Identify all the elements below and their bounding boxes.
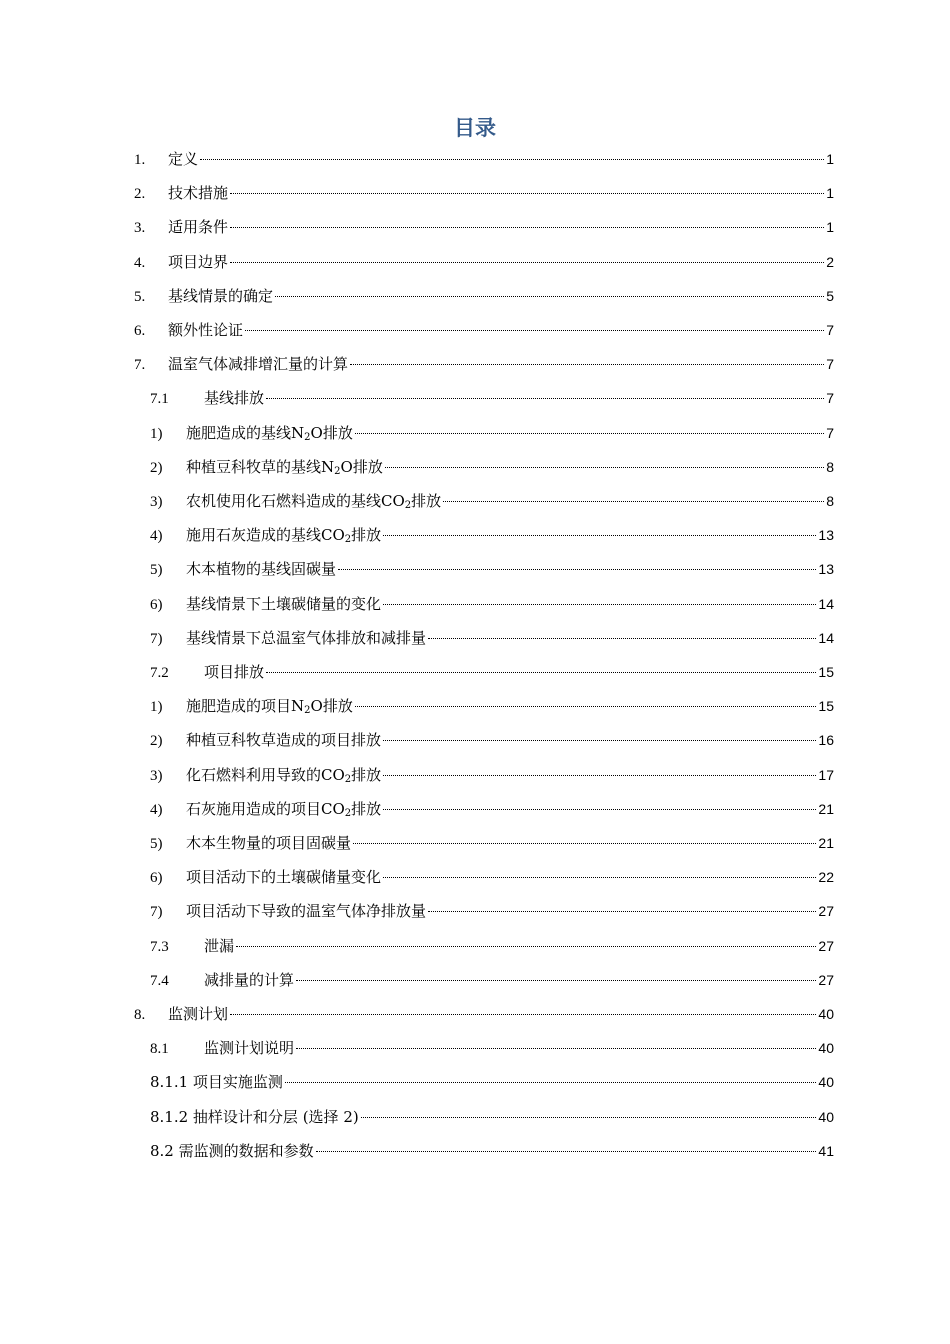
toc-entry-label: 项目活动下导致的温室气体净排放量 bbox=[186, 902, 427, 921]
toc-entry[interactable] bbox=[150, 1139, 834, 1163]
toc-page-number: 7 bbox=[826, 390, 834, 407]
toc-dot-leader bbox=[428, 638, 816, 639]
toc-entry[interactable] bbox=[150, 557, 834, 581]
toc-entry-label: 8.1.1 项目实施监测 bbox=[150, 1073, 283, 1092]
toc-dot-leader bbox=[296, 980, 816, 981]
toc-dot-leader bbox=[266, 398, 824, 399]
toc-page-number: 41 bbox=[818, 1142, 834, 1159]
toc-entry-number: 5) bbox=[150, 836, 163, 852]
toc-entry[interactable] bbox=[150, 763, 834, 787]
toc-entry-number: 7.1 bbox=[150, 391, 169, 408]
toc-page-number: 13 bbox=[818, 561, 834, 578]
toc-page-number: 14 bbox=[818, 629, 834, 646]
toc-dot-leader bbox=[383, 809, 816, 810]
toc-dot-leader bbox=[200, 159, 824, 160]
toc-dot-leader bbox=[230, 227, 824, 228]
toc-dot-leader bbox=[383, 535, 816, 536]
toc-dot-leader bbox=[285, 1082, 816, 1083]
toc-entry[interactable] bbox=[134, 1002, 834, 1026]
toc-dot-leader bbox=[230, 193, 824, 194]
toc-dot-leader bbox=[296, 1048, 816, 1049]
toc-entry[interactable] bbox=[134, 284, 834, 308]
toc-entry-number: 1. bbox=[134, 152, 146, 168]
toc-entry-number: 6) bbox=[150, 870, 163, 887]
toc-page-number: 40 bbox=[818, 1074, 834, 1091]
toc-dot-leader bbox=[316, 1151, 817, 1152]
toc-entry-label: 基线排放 bbox=[204, 389, 265, 408]
toc-entry-number: 3) bbox=[150, 767, 163, 784]
toc-entry[interactable] bbox=[150, 1105, 834, 1129]
toc-entry-number: 3. bbox=[134, 220, 146, 237]
page-title: 目录 bbox=[454, 116, 496, 140]
toc-entry-number: 5. bbox=[134, 288, 146, 305]
toc-page-number: 17 bbox=[818, 766, 834, 783]
toc-dot-leader bbox=[385, 467, 824, 468]
toc-dot-leader bbox=[355, 433, 824, 434]
toc-entry-number: 6) bbox=[150, 596, 163, 613]
toc-entry[interactable] bbox=[134, 215, 834, 239]
toc-page-number: 16 bbox=[818, 732, 834, 749]
toc-entry[interactable] bbox=[150, 934, 834, 958]
toc-entry-number: 1) bbox=[150, 699, 163, 716]
toc-entry-number: 4) bbox=[150, 528, 163, 545]
toc-entry-label: 定义 bbox=[168, 150, 199, 168]
toc-dot-leader bbox=[230, 262, 824, 263]
toc-page-number: 40 bbox=[818, 1108, 834, 1125]
toc-dot-leader bbox=[230, 1014, 816, 1015]
toc-entry-label: 适用条件 bbox=[168, 218, 229, 237]
toc-entry[interactable] bbox=[150, 592, 834, 616]
toc-entry-label: 木本植物的基线固碳量 bbox=[186, 560, 337, 579]
toc-dot-leader bbox=[350, 364, 824, 365]
toc-dot-leader bbox=[266, 672, 816, 673]
toc-dot-leader bbox=[383, 775, 816, 776]
toc-entry-label: 项目排放 bbox=[204, 663, 265, 681]
toc-page-number: 15 bbox=[818, 664, 834, 680]
toc-entry[interactable] bbox=[150, 865, 834, 889]
toc-dot-leader bbox=[428, 911, 816, 912]
toc-entry[interactable] bbox=[150, 1036, 834, 1060]
toc-page-number: 14 bbox=[818, 595, 834, 612]
toc-entry-number: 2) bbox=[150, 733, 163, 750]
toc-page-number: 27 bbox=[818, 937, 834, 954]
toc-dot-leader bbox=[361, 1117, 817, 1118]
toc-page-number: 15 bbox=[818, 698, 834, 715]
toc-page-number: 40 bbox=[818, 1006, 834, 1022]
toc-entry[interactable] bbox=[150, 626, 834, 650]
toc-entry[interactable] bbox=[134, 318, 834, 342]
toc-entry-label: 施肥造成的基线$N_2O$排放 bbox=[186, 423, 353, 443]
toc-entry[interactable] bbox=[150, 421, 834, 445]
toc-entry-number: 7) bbox=[150, 630, 163, 647]
toc-entry[interactable] bbox=[134, 250, 834, 274]
toc-page-number: 27 bbox=[818, 903, 834, 920]
toc-page-number: 8 bbox=[826, 493, 834, 509]
toc-entry-label: 8.2 需监测的数据和参数 bbox=[150, 1141, 314, 1160]
toc-entry[interactable] bbox=[150, 968, 834, 992]
toc-entry[interactable] bbox=[134, 181, 834, 205]
toc-dot-leader bbox=[275, 296, 824, 297]
toc-dot-leader bbox=[443, 501, 824, 502]
toc-entry-label: 施用石灰造成的基线$CO_2$排放 bbox=[186, 526, 382, 546]
toc-entry-label: 8.1.2 抽样设计和分层 (选择 2) bbox=[150, 1107, 359, 1126]
toc-page-number: 13 bbox=[818, 527, 834, 544]
toc-entry-number: 4. bbox=[134, 254, 146, 271]
toc-entry-number: 5) bbox=[150, 562, 163, 579]
toc-entry-label: 项目活动下的土壤碳储量变化 bbox=[186, 868, 382, 887]
toc-entry-number: 7. bbox=[134, 357, 146, 374]
toc-entry-number: 3) bbox=[150, 494, 163, 510]
toc-entry-number: 7) bbox=[150, 904, 163, 921]
toc-page-number: 1 bbox=[826, 151, 834, 167]
toc-entry[interactable] bbox=[150, 660, 834, 684]
toc-page-number: 21 bbox=[818, 835, 834, 851]
toc-entry-number: 8.1 bbox=[150, 1041, 169, 1058]
toc-entry[interactable] bbox=[150, 489, 834, 513]
toc-entry-number: 7.4 bbox=[150, 972, 169, 989]
toc-page-number: 5 bbox=[826, 287, 834, 304]
toc-entry-label: 种植豆科牧草的基线$N_2O$排放 bbox=[186, 457, 383, 477]
toc-page-number: 7 bbox=[826, 356, 834, 373]
toc-entry[interactable] bbox=[150, 455, 834, 479]
toc-dot-leader bbox=[383, 740, 816, 741]
toc-entry-number: 8. bbox=[134, 1007, 146, 1023]
toc-page-number: 1 bbox=[826, 185, 834, 202]
toc-dot-leader bbox=[383, 604, 816, 605]
toc-entry-label: 农机使用化石燃料造成的基线$CO_2$排放 bbox=[186, 492, 442, 511]
toc-dot-leader bbox=[353, 843, 816, 844]
toc-entry[interactable] bbox=[150, 728, 834, 752]
toc-entry-label: 泄漏 bbox=[204, 936, 235, 955]
toc-entry-label: 木本生物量的项目固碳量 bbox=[186, 834, 352, 852]
toc-entry-label: 基线情景的确定 bbox=[168, 286, 274, 305]
toc-dot-leader bbox=[355, 706, 817, 707]
toc-page-number: 22 bbox=[818, 869, 834, 886]
toc-entry[interactable] bbox=[150, 831, 834, 855]
toc-page-number: 7 bbox=[826, 424, 834, 441]
toc-entry-number: 4) bbox=[150, 801, 163, 818]
toc-page-number: 40 bbox=[818, 1040, 834, 1057]
toc-page-number: 27 bbox=[818, 971, 834, 988]
toc-entry-label: 监测计划 bbox=[168, 1005, 229, 1023]
toc-entry-label: 化石燃料利用导致的$CO_2$排放 bbox=[186, 765, 382, 785]
toc-entry[interactable] bbox=[134, 352, 834, 376]
toc-entry-number: 7.3 bbox=[150, 938, 169, 955]
toc-entry-number: 7.2 bbox=[150, 665, 169, 681]
toc-entry-label: 施肥造成的项目$N_2O$排放 bbox=[186, 697, 353, 717]
toc-dot-leader bbox=[236, 946, 816, 947]
toc-entry[interactable] bbox=[134, 147, 834, 171]
toc-entry-label: 基线情景下土壤碳储量的变化 bbox=[186, 594, 382, 613]
toc-entry[interactable] bbox=[150, 523, 834, 547]
toc-entry-number: 1) bbox=[150, 425, 163, 442]
toc-entry-label: 温室气体减排增汇量的计算 bbox=[168, 355, 349, 374]
toc-entry-label: 基线情景下总温室气体排放和减排量 bbox=[186, 628, 427, 647]
toc-entry[interactable] bbox=[150, 899, 834, 923]
toc-entry-label: 监测计划说明 bbox=[204, 1039, 295, 1058]
toc-dot-leader bbox=[338, 569, 816, 570]
toc-entry-number: 2) bbox=[150, 459, 163, 476]
toc-page-number: 7 bbox=[826, 322, 834, 338]
toc-entry-label: 额外性论证 bbox=[168, 321, 244, 339]
toc-entry-number: 2. bbox=[134, 186, 146, 203]
toc-page-number: 1 bbox=[826, 219, 834, 236]
toc-page-number: 8 bbox=[826, 458, 834, 475]
toc-page-number: 21 bbox=[818, 800, 834, 817]
toc-entry[interactable] bbox=[150, 1070, 834, 1094]
toc-entry-label: 项目边界 bbox=[168, 252, 229, 271]
toc-page-number: 2 bbox=[826, 253, 834, 270]
toc-dot-leader bbox=[383, 877, 816, 878]
toc-entry-label: 技术措施 bbox=[168, 184, 229, 203]
toc-entry[interactable] bbox=[150, 797, 834, 821]
toc-entry[interactable] bbox=[150, 386, 834, 410]
toc-entry-label: 种植豆科牧草造成的项目排放 bbox=[186, 731, 382, 750]
toc-entry-label: 减排量的计算 bbox=[204, 970, 295, 989]
toc-entry[interactable] bbox=[150, 694, 834, 718]
toc-dot-leader bbox=[245, 330, 824, 331]
toc-entry-number: 6. bbox=[134, 323, 146, 339]
toc-entry-label: 石灰施用造成的项目$CO_2$排放 bbox=[186, 799, 382, 819]
